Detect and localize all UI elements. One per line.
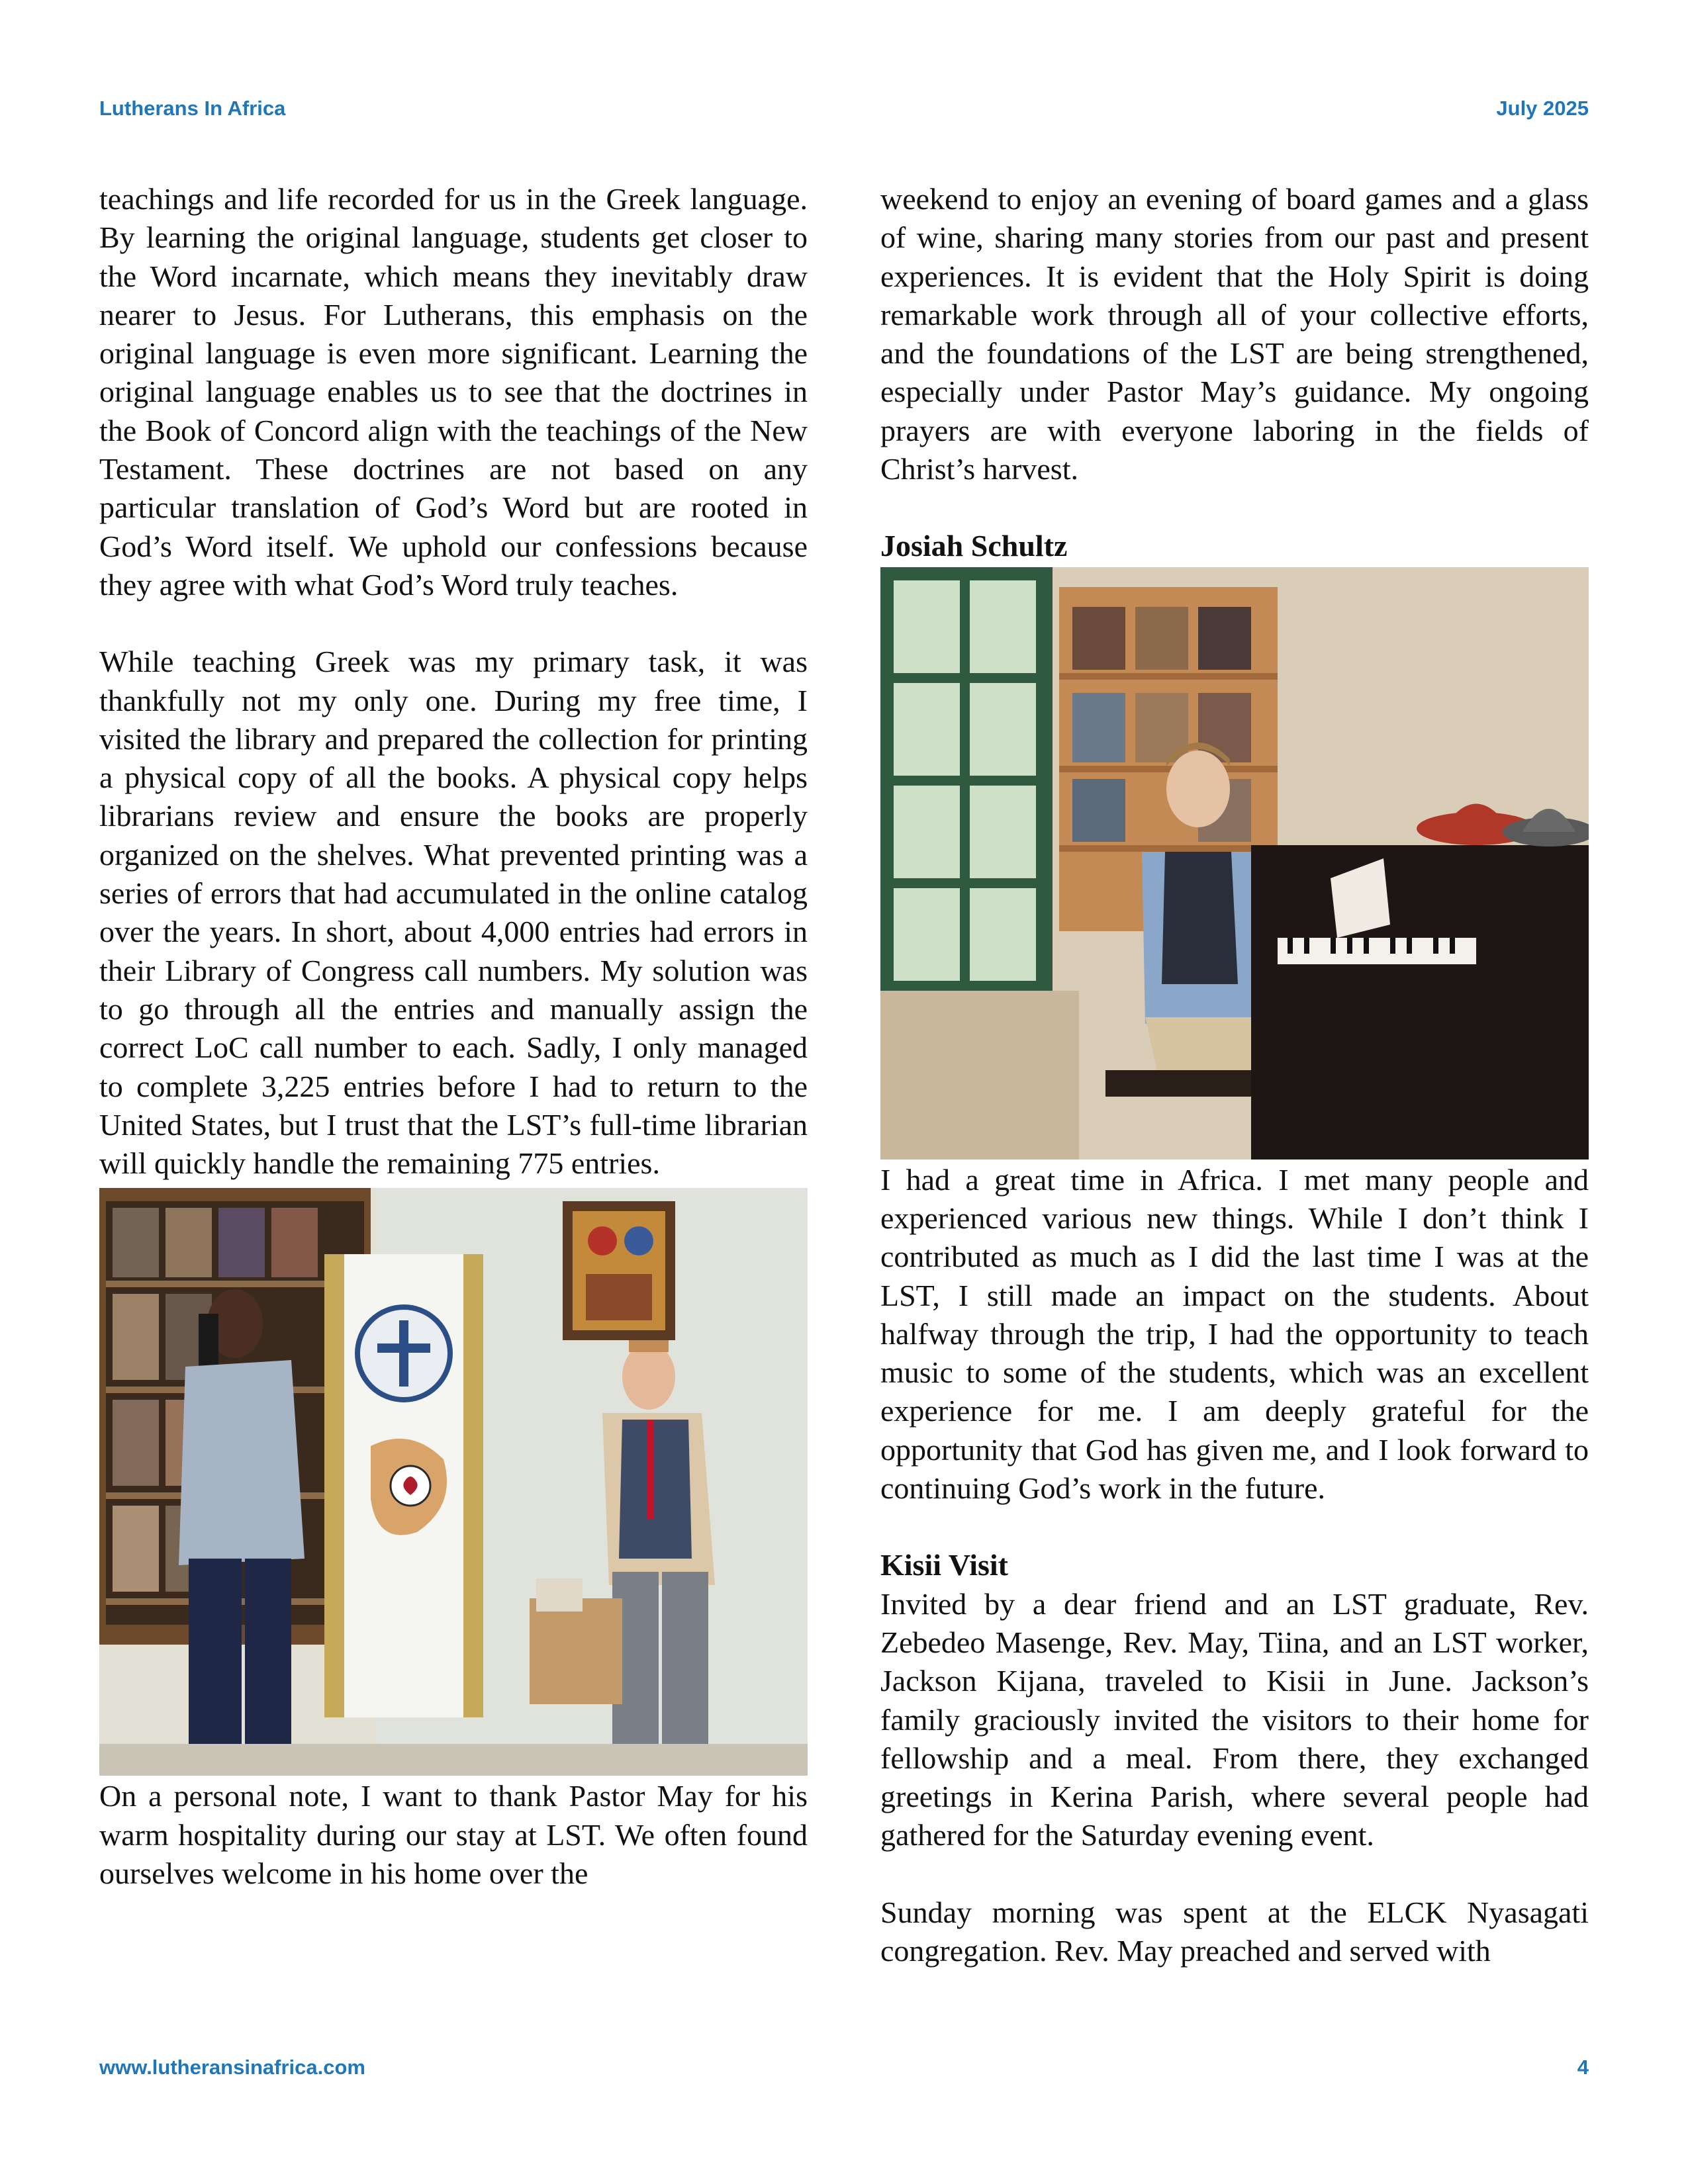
paragraph-africa-experience: I had a great time in Africa. I met many people and experienced various new things. While I don’t think I contributed as much as I did the last time I was at the LST, I still made an impact on the students. About halfway through the trip, I had the opportunity to teach music to some of the students, which was an excellent experience for me. I am deeply grateful for the opportunity that God has given me, and I look forward to continuing God’s work in the future. [880, 1162, 1589, 1506]
website-link[interactable]: www.lutheransinafrica.com [99, 2056, 365, 2079]
paragraph-sunday-morning: Sunday morning was spent at the ELCK Nyasagati congregation. Rev. May preached and served with [880, 1895, 1589, 1968]
page-number: 4 [1577, 2056, 1589, 2079]
heading-kisii-visit: Kisii Visit [880, 1548, 1008, 1582]
paragraph-greek-language: teachings and life recorded for us in the Greek language. By learning the original language, students get closer to the Word incarnate, which means they inevitably draw nearer to Jesus. For Lutherans, this emphasis on the original language is even more significant. Learning the original language enables us to see that the doctrines in the Book of Concord align with the teachings of the New Testament. These doctrines are not based on any particular translation of God’s Word but are rooted in God’s Word itself. We uphold our confessions because they agree with what God’s Word truly teaches. [99, 182, 808, 602]
photo-piano-player [880, 567, 1589, 1160]
left-column [99, 180, 808, 1893]
paragraph-library-work: While teaching Greek was my primary task, it was thankfully not my only one. During my free time, I visited the library and prepared the collection for printing a physical copy of all the books. A physical copy helps librarians review and ensure the books are properly organized on the shelves. What prevented printing was a series of errors that had accumulated in the online catalog over the years. In short, about 4,000 entries had errors in their Library of Congress call numbers. My solution was to go through all the entries and manually assign the correct LoC call number to each. Sadly, I only managed to complete 3,225 entries before I had to return to the United States, but I trust that the LST’s full-time librarian will quickly handle the remaining 775 entries. [99, 645, 808, 1181]
paragraph-kisii-invitation: Invited by a dear friend and an LST graduate, Rev. Zebedeo Masenge, Rev. May, Tiina, and an LST worker, Jackson Kijana, traveled to Kisii in June. Jackson’s family graciously invited the visitors to their home for fellowship and a meal. From there, they exchanged greetings in Kerina Parish, where several people had gathered for the Saturday evening event. [880, 1586, 1589, 1852]
paragraph-personal-note: On a personal note, I want to thank Pastor May for his warm hospitality during our stay at LST. We often found ourselves welcome in his home over the [99, 1779, 808, 1891]
issue-date: July 2025 [1496, 97, 1589, 120]
photo-banner-presentation [99, 1188, 808, 1776]
publication-title: Lutherans In Africa [99, 97, 286, 120]
right-column [880, 180, 1589, 1970]
heading-josiah-schultz: Josiah Schultz [880, 529, 1068, 563]
paragraph-thanks-continued: weekend to enjoy an evening of board games and a glass of wine, sharing many stories from our past and present experiences. It is evident that the Holy Spirit is doing remarkable work through all of your collective efforts, and the foundations of the LST are being strengthened, especially under Pastor May’s guidance. My ongoing prayers are with everyone laboring in the fields of Christ’s harvest. [880, 182, 1589, 486]
